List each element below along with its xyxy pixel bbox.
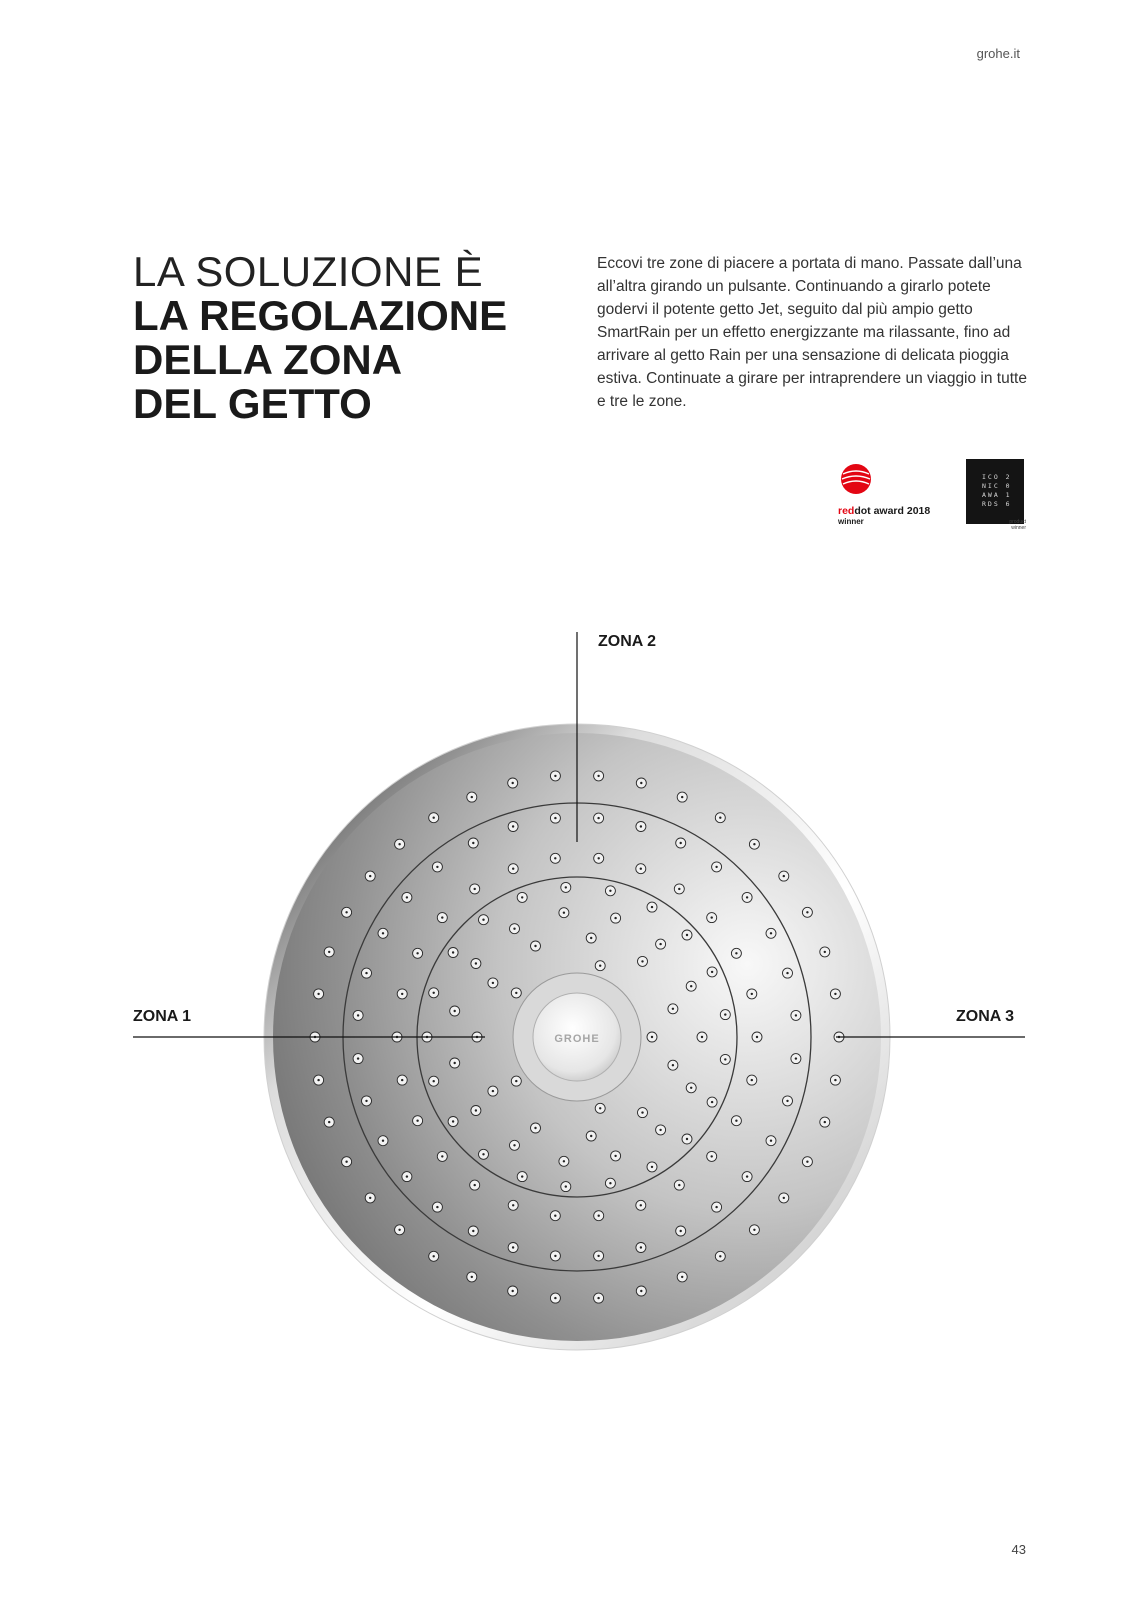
nozzle-core (609, 890, 611, 892)
nozzle-core (554, 1297, 556, 1299)
nozzle-core (711, 1155, 713, 1157)
nozzle-core (454, 1062, 456, 1064)
nozzle-core (534, 1127, 536, 1129)
nozzle-core (598, 857, 600, 859)
nozzle-core (401, 993, 403, 995)
nozzle-core (471, 1276, 473, 1278)
nozzle-core (328, 951, 330, 953)
nozzle-core (563, 1160, 565, 1162)
nozzle-core (598, 1215, 600, 1217)
nozzle-core (357, 1014, 359, 1016)
nozzle-core (640, 1290, 642, 1292)
nozzle-core (565, 886, 567, 888)
nozzle-core (806, 911, 808, 913)
nozzle-core (474, 888, 476, 890)
nozzle-core (834, 1079, 836, 1081)
nozzle-core (640, 825, 642, 827)
nozzle-core (317, 993, 319, 995)
nozzle-core (690, 985, 692, 987)
nozzle-core (783, 875, 785, 877)
nozzle-core (345, 1161, 347, 1163)
nozzle-core (433, 1080, 435, 1082)
nozzle-core (590, 1135, 592, 1137)
zone-3-label: ZONA 3 (956, 1008, 1015, 1025)
nozzle-core (795, 1014, 797, 1016)
nozzle-core (719, 1255, 721, 1257)
nozzle-core (672, 1064, 674, 1066)
nozzle-core (345, 911, 347, 913)
nozzle-core (686, 1138, 688, 1140)
nozzle-core (563, 912, 565, 914)
nozzle-core (746, 896, 748, 898)
nozzle-core (806, 1161, 808, 1163)
iconic-awards-grid: ICO 2 NIC 0 AWA 1 RDS 6 (982, 473, 1012, 508)
nozzle-core (554, 857, 556, 859)
nozzle-core (406, 896, 408, 898)
nozzle-core (735, 1120, 737, 1122)
nozzle-core (672, 1008, 674, 1010)
nozzle-core (680, 1230, 682, 1232)
nozzle-core (512, 868, 514, 870)
nozzle-core (513, 928, 515, 930)
nozzle-core (597, 1255, 599, 1257)
nozzle-core (597, 775, 599, 777)
nozzle-core (599, 1107, 601, 1109)
nozzle-core (554, 775, 556, 777)
nozzle-core (474, 1184, 476, 1186)
nozzle-core (711, 1101, 713, 1103)
nozzle-core (753, 843, 755, 845)
nozzle-core (515, 1080, 517, 1082)
nozzle-core (715, 1206, 717, 1208)
nozzle-core (513, 1144, 515, 1146)
nozzle-core (441, 1155, 443, 1157)
nozzle-core (686, 934, 688, 936)
nozzle-core (436, 866, 438, 868)
nozzle-core (678, 888, 680, 890)
nozzle-core (452, 1120, 454, 1122)
nozzle-core (614, 1155, 616, 1157)
nozzle-core (681, 796, 683, 798)
iconic-awards-caption: product winner (1009, 519, 1026, 531)
nozzle-core (724, 1013, 726, 1015)
nozzle-core (746, 1175, 748, 1177)
nozzle-core (452, 951, 454, 953)
title-bold-line-1: LA REGOLAZIONE (133, 292, 508, 339)
nozzle-core (711, 916, 713, 918)
nozzle-core (783, 1197, 785, 1199)
zone-1-label: ZONA 1 (133, 1008, 192, 1025)
grohe-brand-mark: GROHE (554, 1033, 600, 1045)
title-bold-line-3: DEL GETTO (133, 380, 372, 427)
zone-2-label: ZONA 2 (598, 633, 657, 650)
nozzle-core (454, 1010, 456, 1012)
nozzle-core (369, 875, 371, 877)
nozzle-core (599, 965, 601, 967)
title-light-line: LA SOLUZIONE È (133, 248, 484, 295)
nozzle-core (512, 1246, 514, 1248)
nozzle-core (441, 916, 443, 918)
nozzle-core (369, 1197, 371, 1199)
nozzle-core (492, 982, 494, 984)
nozzle-core (640, 782, 642, 784)
nozzle-core (512, 825, 514, 827)
nozzle-core (554, 1255, 556, 1257)
nozzle-core (770, 932, 772, 934)
nozzle-core (715, 866, 717, 868)
nozzle-core (834, 993, 836, 995)
nozzle-core (795, 1057, 797, 1059)
page-number: 43 (1011, 1542, 1026, 1557)
nozzle-core (472, 1230, 474, 1232)
nozzle-core (515, 992, 517, 994)
nozzle-core (482, 1153, 484, 1155)
nozzle-core (521, 1175, 523, 1177)
nozzle-core (735, 952, 737, 954)
nozzle-core (512, 1290, 514, 1292)
nozzle-core (328, 1121, 330, 1123)
nozzle-core (690, 1087, 692, 1089)
nozzle-core (471, 796, 473, 798)
nozzle-core (678, 1184, 680, 1186)
nozzle-core (651, 1036, 653, 1038)
nozzle-core (640, 1204, 642, 1206)
nozzle-core (651, 906, 653, 908)
nozzle-core (317, 1079, 319, 1081)
reddot-award-subtitle: winner (838, 517, 864, 526)
nozzle-core (475, 1109, 477, 1111)
nozzle-core (711, 971, 713, 973)
nozzle-core (472, 842, 474, 844)
nozzle-core (590, 937, 592, 939)
nozzle-core (786, 972, 788, 974)
nozzle-core (641, 1111, 643, 1113)
nozzle-core (398, 843, 400, 845)
nozzle-core (659, 943, 661, 945)
nozzle-core (401, 1079, 403, 1081)
nozzle-core (597, 817, 599, 819)
nozzle-core (512, 1204, 514, 1206)
nozzle-core (406, 1175, 408, 1177)
nozzle-core (651, 1166, 653, 1168)
nozzle-core (680, 842, 682, 844)
nozzle-core (436, 1206, 438, 1208)
reddot-award-title: reddot award 2018 (838, 505, 931, 517)
nozzle-core (433, 817, 435, 819)
nozzle-core (433, 992, 435, 994)
intro-paragraph: Eccovi tre zone di piacere a portata di mano. Passate dall’una all’altra girando un pulsante. Continuando a girarlo potete godervi il potente getto Jet, seguito dal più ampio getto SmartRain per un effetto energizzante ma rilassante, fino ad arrivare al getto Rain per una sensazione di delicata pioggia estiva. Continuate a girare per intraprendere un viaggio in tutte e tre le zone. (597, 255, 1027, 410)
nozzle-core (416, 1120, 418, 1122)
nozzle-core (824, 1121, 826, 1123)
nozzle-core (681, 1276, 683, 1278)
nozzle-core (824, 951, 826, 953)
site-url: grohe.it (976, 46, 1020, 61)
nozzle-core (382, 932, 384, 934)
nozzle-core (492, 1090, 494, 1092)
nozzle-core (382, 1140, 384, 1142)
nozzle-core (614, 917, 616, 919)
nozzle-core (365, 1100, 367, 1102)
nozzle-core (719, 817, 721, 819)
title-bold-line-2: DELLA ZONA (133, 336, 403, 383)
nozzle-core (701, 1036, 703, 1038)
nozzle-core (416, 952, 418, 954)
nozzle-core (475, 962, 477, 964)
nozzle-core (641, 960, 643, 962)
nozzle-core (609, 1182, 611, 1184)
nozzle-core (433, 1255, 435, 1257)
nozzle-core (756, 1036, 758, 1038)
nozzle-core (640, 868, 642, 870)
nozzle-core (751, 1079, 753, 1081)
nozzle-core (597, 1297, 599, 1299)
nozzle-core (770, 1140, 772, 1142)
nozzle-core (521, 896, 523, 898)
nozzle-core (751, 993, 753, 995)
nozzle-core (724, 1058, 726, 1060)
nozzle-core (482, 919, 484, 921)
nozzle-core (365, 972, 367, 974)
nozzle-core (554, 817, 556, 819)
nozzle-core (534, 945, 536, 947)
nozzle-core (554, 1215, 556, 1217)
nozzle-core (512, 782, 514, 784)
nozzle-core (357, 1057, 359, 1059)
nozzle-core (398, 1229, 400, 1231)
nozzle-core (640, 1246, 642, 1248)
nozzle-core (659, 1129, 661, 1131)
nozzle-core (786, 1100, 788, 1102)
nozzle-core (565, 1185, 567, 1187)
nozzle-core (753, 1229, 755, 1231)
